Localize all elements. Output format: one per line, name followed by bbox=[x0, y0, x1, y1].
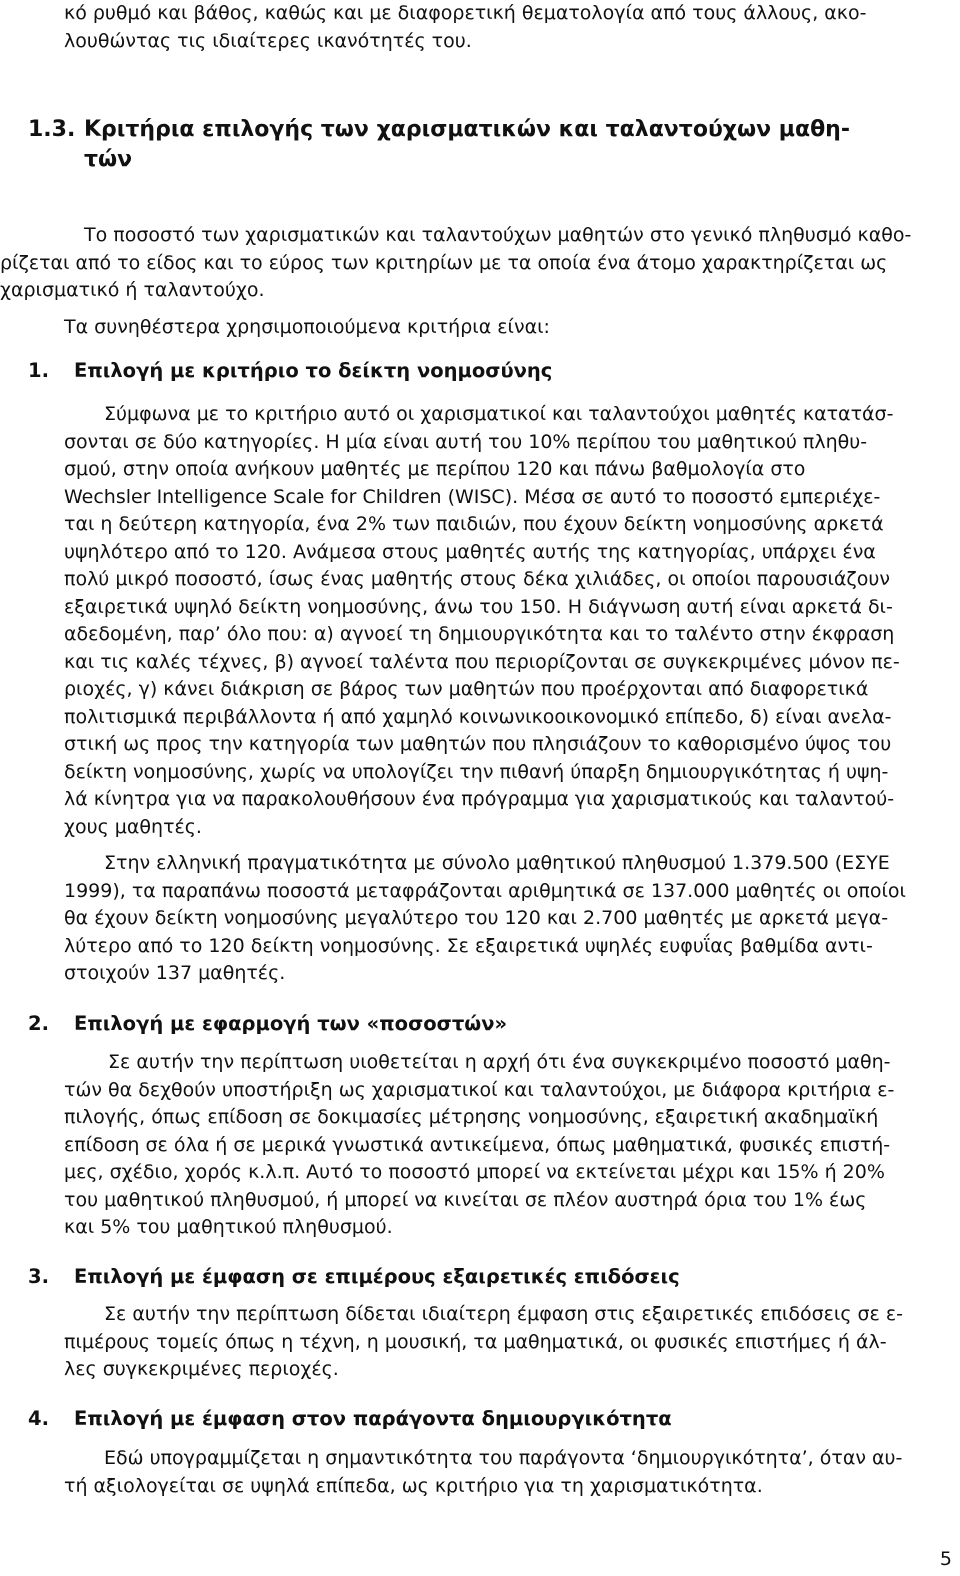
text-line: λύτερο από το 120 δείκτη νοημοσύνης. Σε εξαιρετικά υψηλές ευφυΐας βαθμίδα αντι- bbox=[64, 934, 873, 957]
text-line: κό ρυθμό και βάθος, καθώς και με διαφορετική θεματολογία από τους άλλους, ακο- bbox=[64, 2, 867, 24]
text-line: Το ποσοστό των χαρισματικών και ταλαντούχων μαθητών στο γενικό πληθυσμό καθο- bbox=[84, 224, 912, 246]
text-line: του μαθητικού πληθυσμού, ή μπορεί να κινείται σε πλέον αυστηρά όρια του 1% έως bbox=[64, 1188, 867, 1211]
text-line: δείκτη νοημοσύνης, χωρίς να υπολογίζει την πιθανή ύπαρξη δημιουργικότητας ή υψη- bbox=[64, 760, 889, 783]
text-line: αδεδομένη, παρ’ όλο που: α) αγνοεί τη δημιουργικότητα και το ταλέντο στην έκφραση bbox=[64, 623, 895, 645]
text-line: και τις καλές τέχνες, β) αγνοεί ταλέντα που περιορίζονται σε συγκεκριμένες μόνον πε- bbox=[64, 650, 900, 673]
criterion-title: Επιλογή με έμφαση σε επιμέρους εξαιρετικές επιδόσεις bbox=[74, 1265, 680, 1288]
criterion-heading-2 bbox=[28, 1010, 507, 1037]
section-title-line2: τών bbox=[84, 147, 133, 172]
text-line: λουθώντας τις ιδιαίτερες ικανότητές του. bbox=[64, 29, 472, 52]
text-line: στική ως προς την κατηγορία των μαθητών που πλησιάζουν το καθορισμένο ύψος του bbox=[64, 733, 892, 755]
criterion-heading-1 bbox=[28, 357, 552, 384]
text-line: ρίζεται από το είδος και το εύρος των κριτηρίων με τα οποία ένα άτομο χαρακτηρίζεται ως bbox=[0, 251, 888, 274]
criterion-number: 3. bbox=[28, 1265, 49, 1288]
page-number: 5 bbox=[939, 1548, 952, 1570]
text-line: τών θα δεχθούν υποστήριξη ως χαρισματικοί και ταλαντούχοι, με διάφορα κριτήρια ε- bbox=[64, 1078, 895, 1101]
criterion-3-paragraph bbox=[64, 1301, 950, 1384]
text-line: 1999), τα παραπάνω ποσοστά μεταφράζονται αριθμητικά σε 137.000 μαθητές οι οποίοι bbox=[64, 879, 906, 902]
criterion-title: Επιλογή με έμφαση στον παράγοντα δημιουργικότητα bbox=[74, 1407, 672, 1430]
text-line: πολύ μικρό ποσοστό, ίσως ένας μαθητής στους δέκα χιλιάδες, οι οποίοι παρουσιάζουν bbox=[64, 568, 890, 590]
section-heading bbox=[28, 114, 850, 146]
text-line: ται η δεύτερη κατηγορία, ένα 2% των παιδιών, που έχουν δείκτη νοημοσύνης αρκετά bbox=[64, 513, 884, 535]
intro-paragraph bbox=[64, 0, 950, 55]
section-number: 1.3. bbox=[28, 117, 76, 142]
criterion-4-paragraph bbox=[64, 1445, 950, 1500]
criterion-number: 4. bbox=[28, 1407, 49, 1430]
section-heading-continued bbox=[84, 144, 132, 176]
text-line: Σε αυτήν την περίπτωση δίδεται ιδιαίτερη έμφαση στις εξαιρετικές επιδόσεις σε ε- bbox=[104, 1303, 903, 1325]
text-line: χαρισματικό ή ταλαντούχο. bbox=[0, 279, 265, 301]
text-line: επίδοση σε όλα ή σε μερικά γνωστικά αντικείμενα, όπως μαθηματικά, φυσικές επιστή- bbox=[64, 1133, 891, 1156]
text-line: Τα συνηθέστερα χρησιμοποιούμενα κριτήρια είναι: bbox=[64, 316, 550, 338]
text-line: υψηλότερο από το 120. Ανάμεσα στους μαθητές αυτής της κατηγορίας, υπάρχει ένα bbox=[64, 540, 876, 563]
text-line: και 5% του μαθητικού πληθυσμού. bbox=[64, 1216, 393, 1238]
criterion-number: 1. bbox=[28, 359, 49, 382]
text-line: θα έχουν δείκτη νοημοσύνης μεγαλύτερο του 120 και 2.700 μαθητές με αρκετά μεγα- bbox=[64, 907, 889, 929]
text-line: στοιχούν 137 μαθητές. bbox=[64, 962, 286, 984]
text-line: πολιτισμικά περιβάλλοντα ή από χαμηλό κοινωνικοοικονομικό επίπεδο, δ) είναι ανελα- bbox=[64, 705, 892, 728]
criterion-2-paragraph bbox=[64, 1049, 950, 1242]
text-line: Στην ελληνική πραγματικότητα με σύνολο μαθητικού πληθυσμού 1.379.500 (ΕΣΥΕ bbox=[104, 852, 890, 874]
text-line: Σε αυτήν την περίπτωση υιοθετείται η αρχή ότι ένα συγκεκριμένο ποσοστό μαθη- bbox=[108, 1051, 891, 1073]
text-line: λες συγκεκριμένες περιοχές. bbox=[64, 1358, 339, 1380]
text-line: Wechsler Intelligence Scale for Children (WISC). Μέσα σε αυτό το ποσοστό εμπεριέχε- bbox=[64, 485, 881, 508]
paragraph bbox=[64, 314, 550, 342]
criterion-number: 2. bbox=[28, 1012, 49, 1035]
criterion-1-paragraph-2 bbox=[64, 850, 950, 988]
criterion-title: Επιλογή με εφαρμογή των «ποσοστών» bbox=[74, 1012, 508, 1035]
criterion-heading-4 bbox=[28, 1405, 672, 1432]
text-line: ριοχές, γ) κάνει διάκριση σε βάρος των μαθητών που προέρχονται από διαφορετικά bbox=[64, 678, 869, 700]
text-line: εξαιρετικά υψηλό δείκτη νοημοσύνης, άνω του 150. Η διάγνωση αυτή είναι αρκετά δι- bbox=[64, 595, 893, 618]
text-line: χους μαθητές. bbox=[64, 815, 202, 838]
text-line: μες, σχέδιο, χορός κ.λ.π. Αυτό το ποσοστό μπορεί να εκτείνεται μέχρι και 15% ή 20% bbox=[64, 1161, 885, 1183]
text-line: Σύμφωνα με το κριτήριο αυτό οι χαρισματικοί και ταλαντούχοι μαθητές κατατάσ- bbox=[104, 403, 894, 425]
text-line: πιμέρους τομείς όπως η τέχνη, η μουσική, τα μαθηματικά, οι φυσικές επιστήμες ή άλ- bbox=[64, 1330, 887, 1353]
criterion-heading-3 bbox=[28, 1263, 680, 1290]
criterion-title: Επιλογή με κριτήριο το δείκτη νοημοσύνης bbox=[74, 359, 553, 382]
text-line: σμού, στην οποία ανήκουν μαθητές με περίπου 120 και πάνω βαθμολογία στο bbox=[64, 458, 806, 480]
criterion-1-paragraph-1 bbox=[64, 401, 950, 841]
paragraph bbox=[0, 222, 950, 305]
text-line: πιλογής, όπως επίδοση σε δοκιμασίες μέτρησης νοημοσύνης, εξαιρετική ακαδημαϊκή bbox=[64, 1106, 879, 1128]
text-line: λά κίνητρα για να παρακολουθήσουν ένα πρόγραμμα για χαρισματικούς και ταλαντού- bbox=[64, 788, 895, 810]
text-line: Εδώ υπογραμμίζεται η σημαντικότητα του παράγοντα ‘δημιουργικότητα’, όταν αυ- bbox=[104, 1447, 903, 1469]
section-title-line1: Κριτήρια επιλογής των χαρισματικών και ταλαντούχων μαθη- bbox=[84, 117, 850, 142]
text-line: σονται σε δύο κατηγορίες. Η μία είναι αυτή του 10% περίπου του μαθητικού πληθυ- bbox=[64, 430, 868, 453]
text-line: τή αξιολογείται σε υψηλά επίπεδα, ως κριτήριο για τη χαρισματικότητα. bbox=[64, 1474, 763, 1497]
